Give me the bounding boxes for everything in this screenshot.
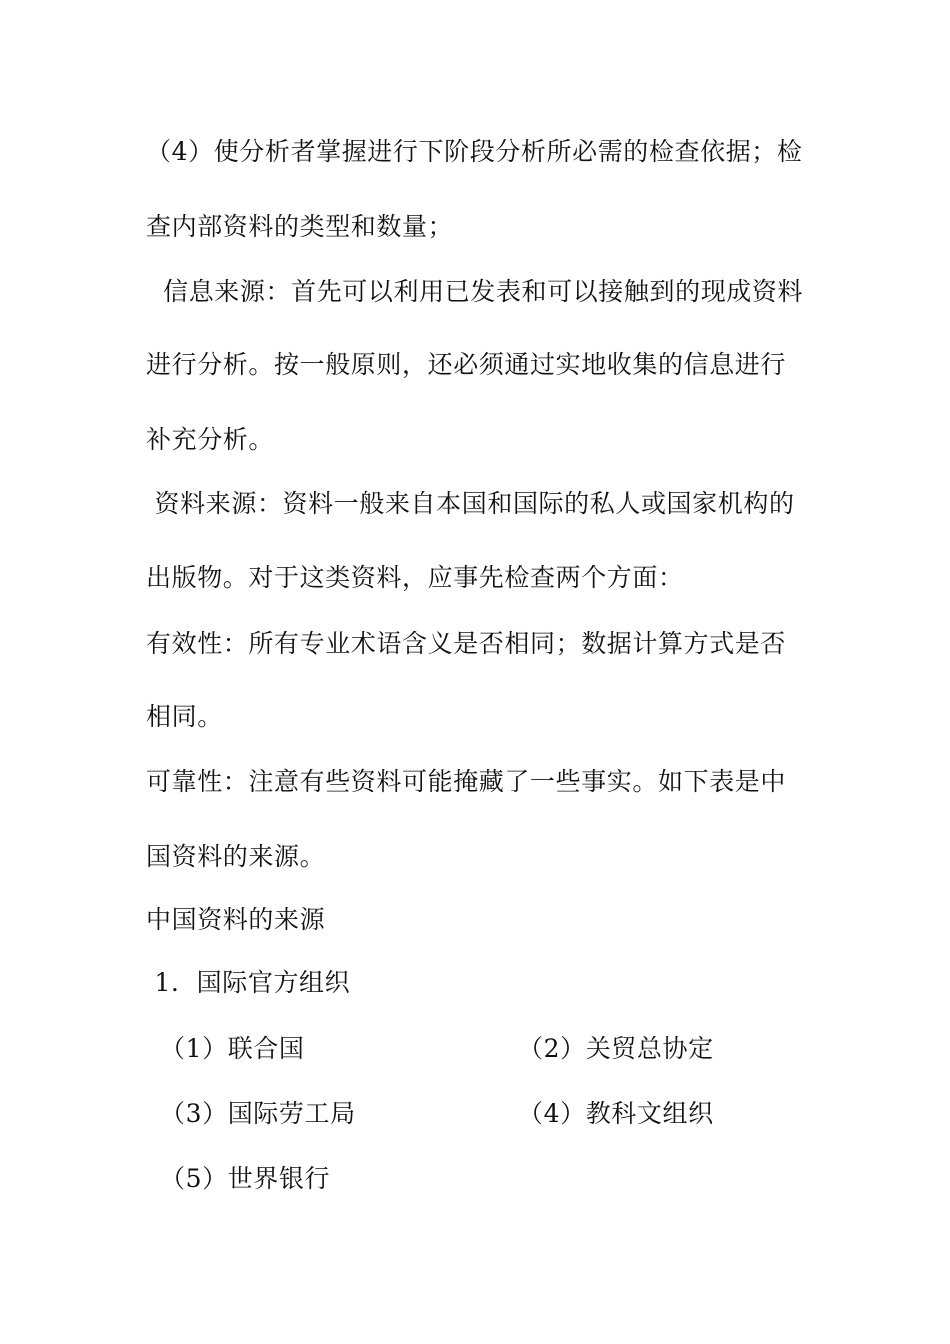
paragraph-2-line-2: 进行分析。按一般原则，还必须通过实地收集的信息进行 bbox=[146, 350, 787, 379]
paragraph-1-line-2: 查内部资料的类型和数量； bbox=[146, 212, 454, 241]
list-item: （1）联合国 bbox=[160, 1034, 305, 1063]
paragraph-2-line-1: 信息来源：首先可以利用已发表和可以接触到的现成资料 bbox=[146, 277, 804, 306]
paragraph-3-line-2: 出版物。对于这类资料，应事先检查两个方面： bbox=[146, 563, 684, 592]
list-item: （3）国际劳工局 bbox=[160, 1099, 356, 1128]
paragraph-5-line-2: 国资料的来源。 bbox=[146, 842, 326, 871]
paragraph-4-line-1: 有效性：所有专业术语含义是否相同；数据计算方式是否 bbox=[146, 629, 787, 658]
paragraph-4-line-2: 相同。 bbox=[146, 702, 223, 731]
paragraph-3-line-1: 资料来源：资料一般来自本国和国际的私人或国家机构的 bbox=[146, 489, 795, 518]
list-item: （4）教科文组织 bbox=[518, 1099, 714, 1128]
table-title: 中国资料的来源 bbox=[146, 905, 326, 934]
list-item: （2）关贸总协定 bbox=[518, 1034, 714, 1063]
paragraph-2-line-3: 补充分析。 bbox=[146, 425, 275, 454]
section-1-heading: 1．国际官方组织 bbox=[146, 968, 351, 997]
list-item: （5）世界银行 bbox=[160, 1164, 331, 1193]
paragraph-1-line-1: （4）使分析者掌握进行下阶段分析所必需的检查依据；检 bbox=[146, 137, 803, 166]
paragraph-5-line-1: 可靠性：注意有些资料可能掩藏了一些事实。如下表是中 bbox=[146, 767, 787, 796]
